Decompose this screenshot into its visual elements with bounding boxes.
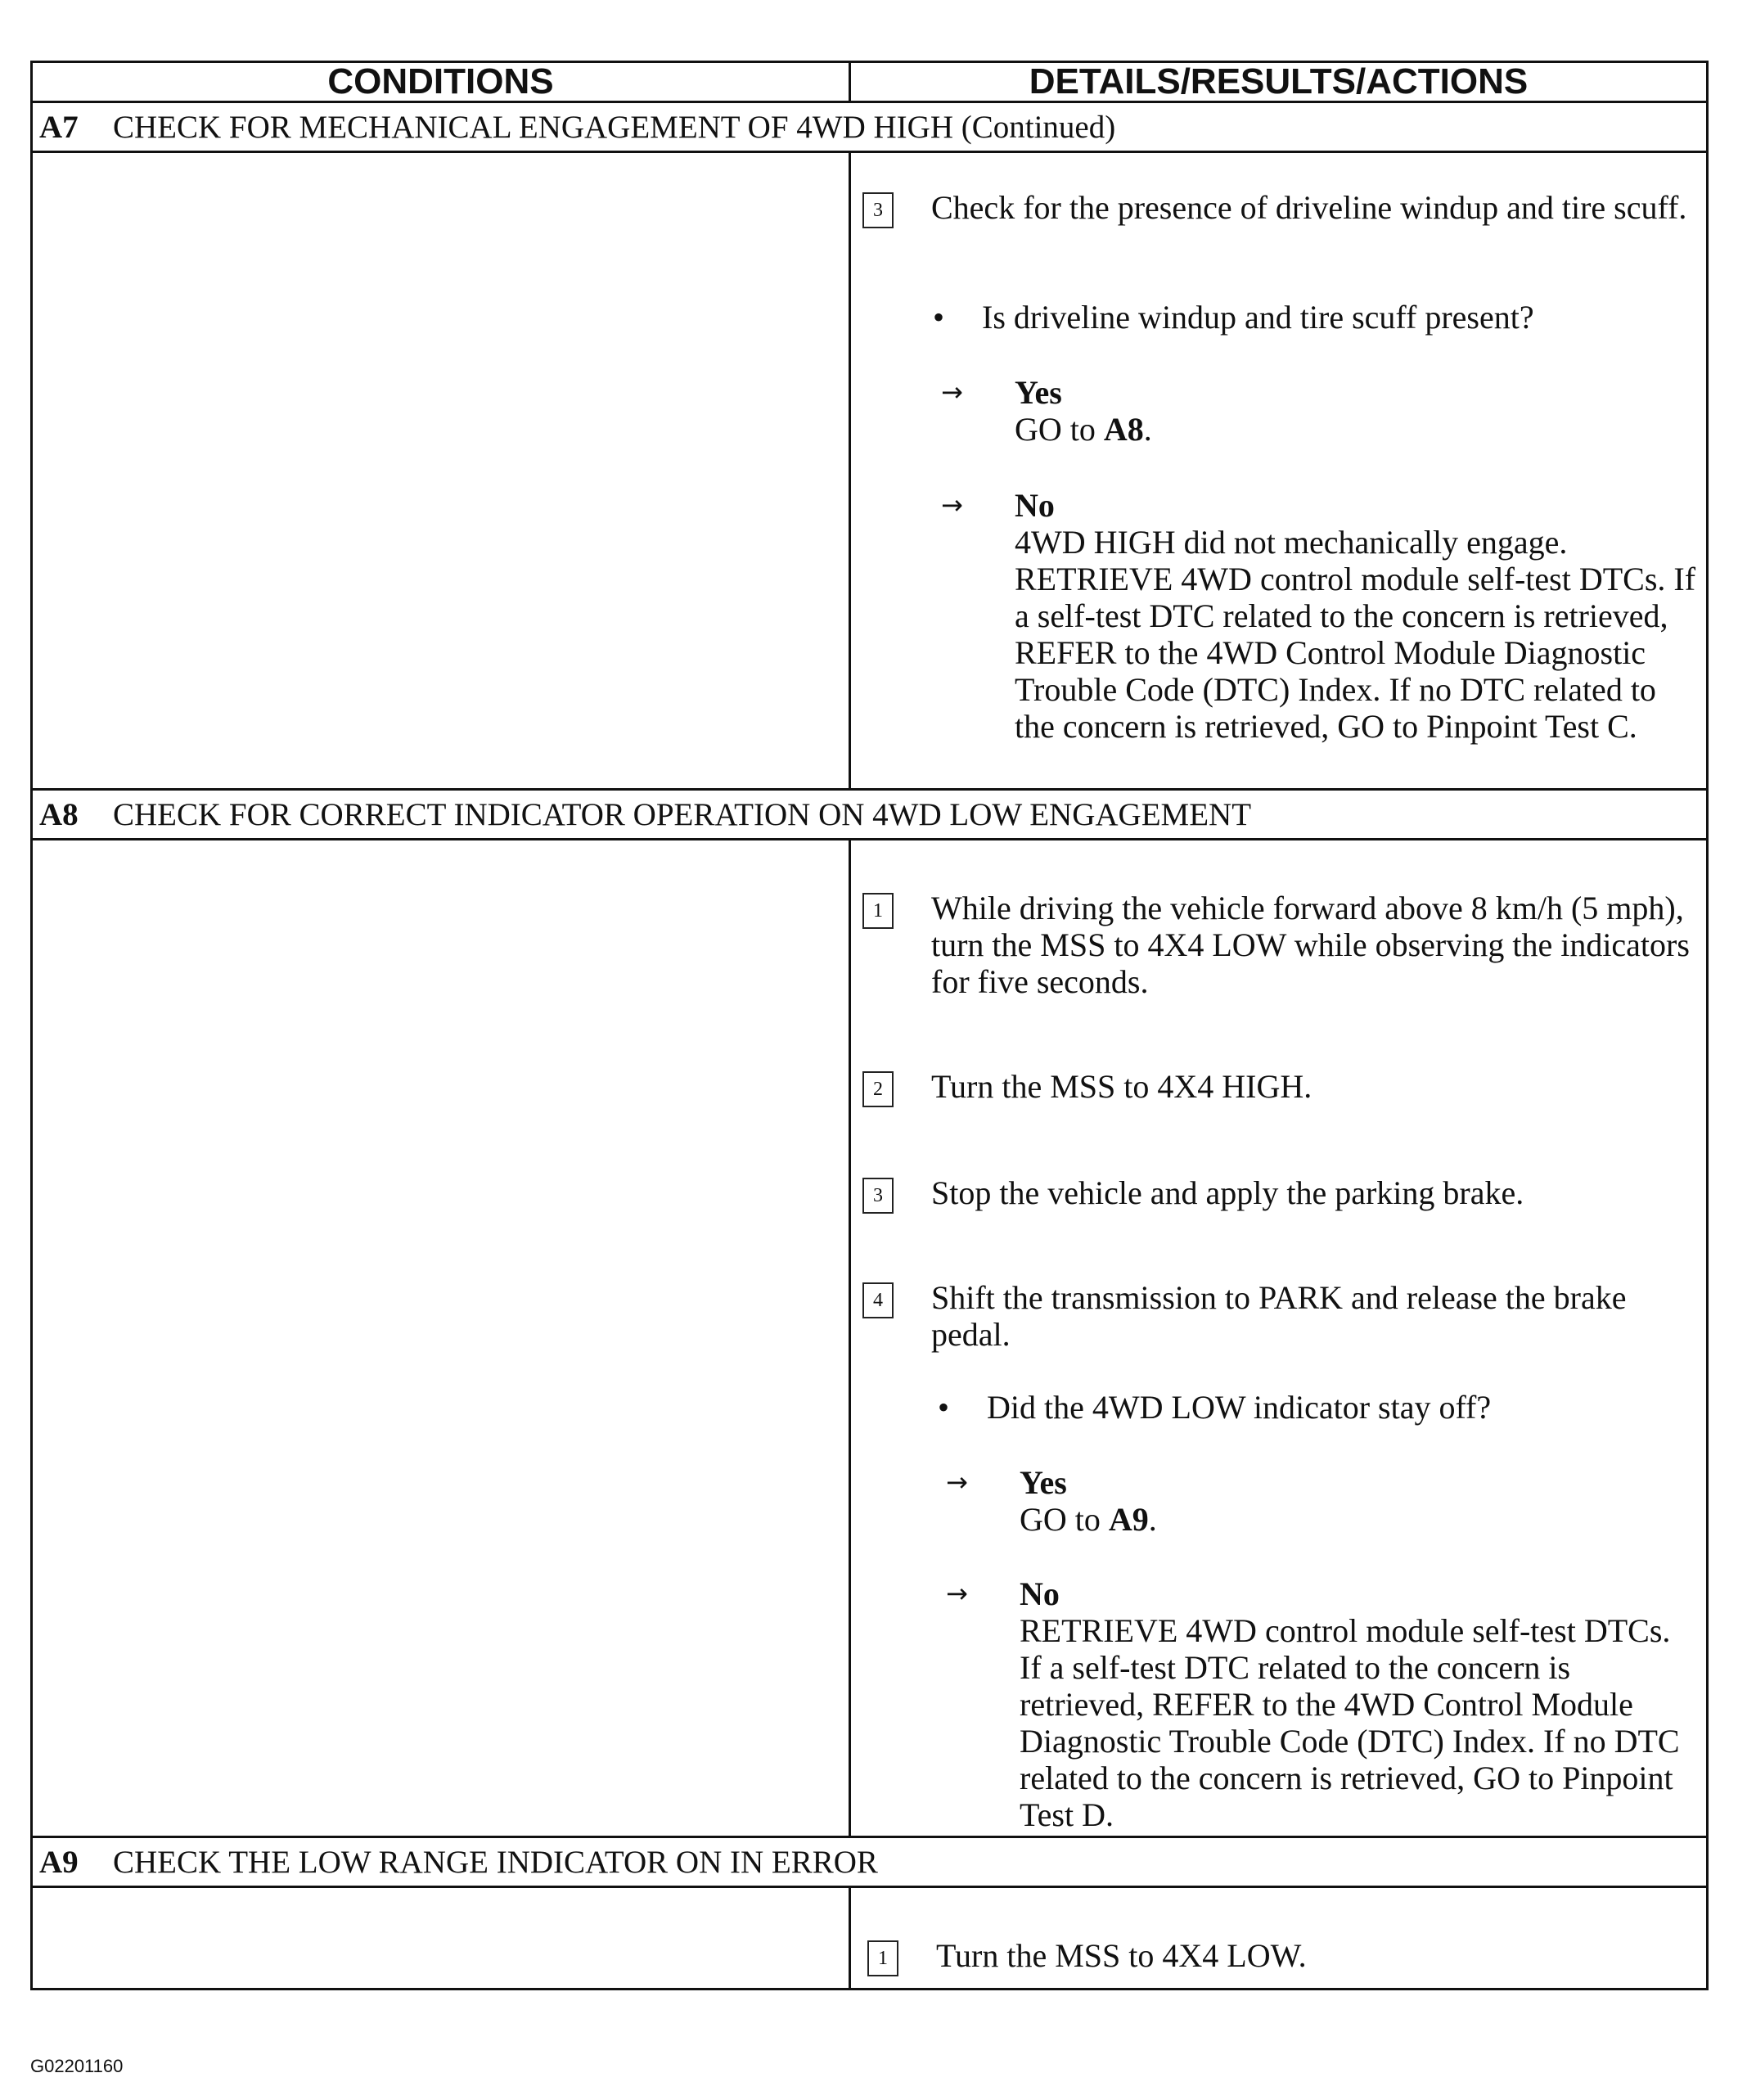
result-tail: . [1143, 411, 1152, 448]
result-label: Yes [1020, 1464, 1067, 1501]
details-cell [850, 840, 1708, 1837]
step-item [862, 1068, 1698, 1105]
section-id: A7 [39, 109, 79, 145]
step-item [862, 1174, 1698, 1211]
step-text: Check for the presence of driveline windup and tire scuff. [931, 189, 1687, 226]
section-title: CHECK FOR CORRECT INDICATOR OPERATION ON 4WD LOW ENGAGEMENT [113, 796, 1252, 832]
question-item [938, 1389, 1698, 1426]
section-body-a8 [32, 840, 1708, 1837]
bullet-glyph: • [938, 1389, 950, 1426]
result-text: RETRIEVE 4WD control module self-test DTCs. If a self-test DTC related to the concern is retrieved, REFER to the 4WD Control Module Diagnostic Trouble Code (DTC) Index. If no DTC related to the concern is retrieved, GO to Pinpoint Test D. [1020, 1612, 1680, 1833]
result-label: No [1020, 1575, 1060, 1612]
diagnostic-table [30, 61, 1709, 1990]
result-yes [946, 1464, 1698, 1538]
question-item [933, 299, 1698, 336]
arrow-right-icon: → [941, 376, 963, 408]
step-number-box: 4 [862, 1282, 894, 1318]
arrow-right-icon: → [946, 1578, 968, 1609]
bullet-glyph: • [933, 299, 945, 336]
question-text: Is driveline windup and tire scuff present? [982, 299, 1534, 336]
result-ref: A9 [1108, 1501, 1149, 1538]
step-number-box: 1 [862, 893, 894, 929]
step-text: Stop the vehicle and apply the parking brake. [931, 1174, 1524, 1211]
arrow-right-icon: → [941, 489, 963, 520]
details-cell [850, 152, 1708, 790]
section-header-a8 [32, 790, 1708, 840]
table-header-row [32, 62, 1708, 102]
step-number-box: 1 [867, 1940, 898, 1976]
result-no [946, 1575, 1698, 1833]
step-number-box: 3 [862, 192, 894, 228]
question-text: Did the 4WD LOW indicator stay off? [987, 1389, 1492, 1426]
details-cell [850, 1887, 1708, 1990]
section-id: A8 [39, 796, 79, 832]
conditions-cell [32, 840, 850, 1837]
result-text: GO to [1020, 1501, 1109, 1538]
result-label: Yes [1015, 374, 1062, 411]
section-id: A9 [39, 1844, 79, 1880]
step-item [862, 1279, 1698, 1353]
result-tail: . [1148, 1501, 1157, 1538]
section-header-a9 [32, 1837, 1708, 1887]
section-header-a7 [32, 102, 1708, 152]
step-text: Shift the transmission to PARK and release the brake pedal. [931, 1279, 1627, 1353]
section-body-a9 [32, 1887, 1708, 1990]
result-label: No [1015, 487, 1055, 524]
arrow-right-icon: → [946, 1467, 968, 1498]
step-item [867, 1937, 1698, 1974]
section-title: CHECK FOR MECHANICAL ENGAGEMENT OF 4WD HIGH (Continued) [113, 109, 1116, 145]
conditions-cell [32, 1887, 850, 1990]
conditions-header: CONDITIONS [32, 62, 850, 102]
step-item [862, 890, 1698, 1000]
step-number-box: 3 [862, 1178, 894, 1214]
result-ref: A8 [1103, 411, 1144, 448]
result-yes [941, 374, 1698, 448]
step-number-box: 2 [862, 1071, 894, 1107]
result-no [941, 487, 1698, 745]
step-text: While driving the vehicle forward above 8 km/h (5 mph), turn the MSS to 4X4 LOW while observing the indicators for five seconds. [931, 890, 1690, 1000]
details-header: DETAILS/RESULTS/ACTIONS [850, 62, 1708, 102]
section-title: CHECK THE LOW RANGE INDICATOR ON IN ERROR [113, 1844, 878, 1880]
section-body-a7 [32, 152, 1708, 790]
figure-code: G02201160 [30, 2056, 124, 2076]
conditions-cell [32, 152, 850, 790]
step-text: Turn the MSS to 4X4 LOW. [936, 1937, 1307, 1974]
result-text: 4WD HIGH did not mechanically engage. RETRIEVE 4WD control module self-test DTCs. If a self-test DTC related to the concern is retrieved, REFER to the 4WD Control Module Diagnostic Trouble Code (DTC) Index. If no DTC related to the concern is retrieved, GO to Pinpoint Test C. [1015, 524, 1696, 745]
result-text: GO to [1015, 411, 1104, 448]
step-item [862, 189, 1698, 226]
step-text: Turn the MSS to 4X4 HIGH. [931, 1068, 1313, 1105]
